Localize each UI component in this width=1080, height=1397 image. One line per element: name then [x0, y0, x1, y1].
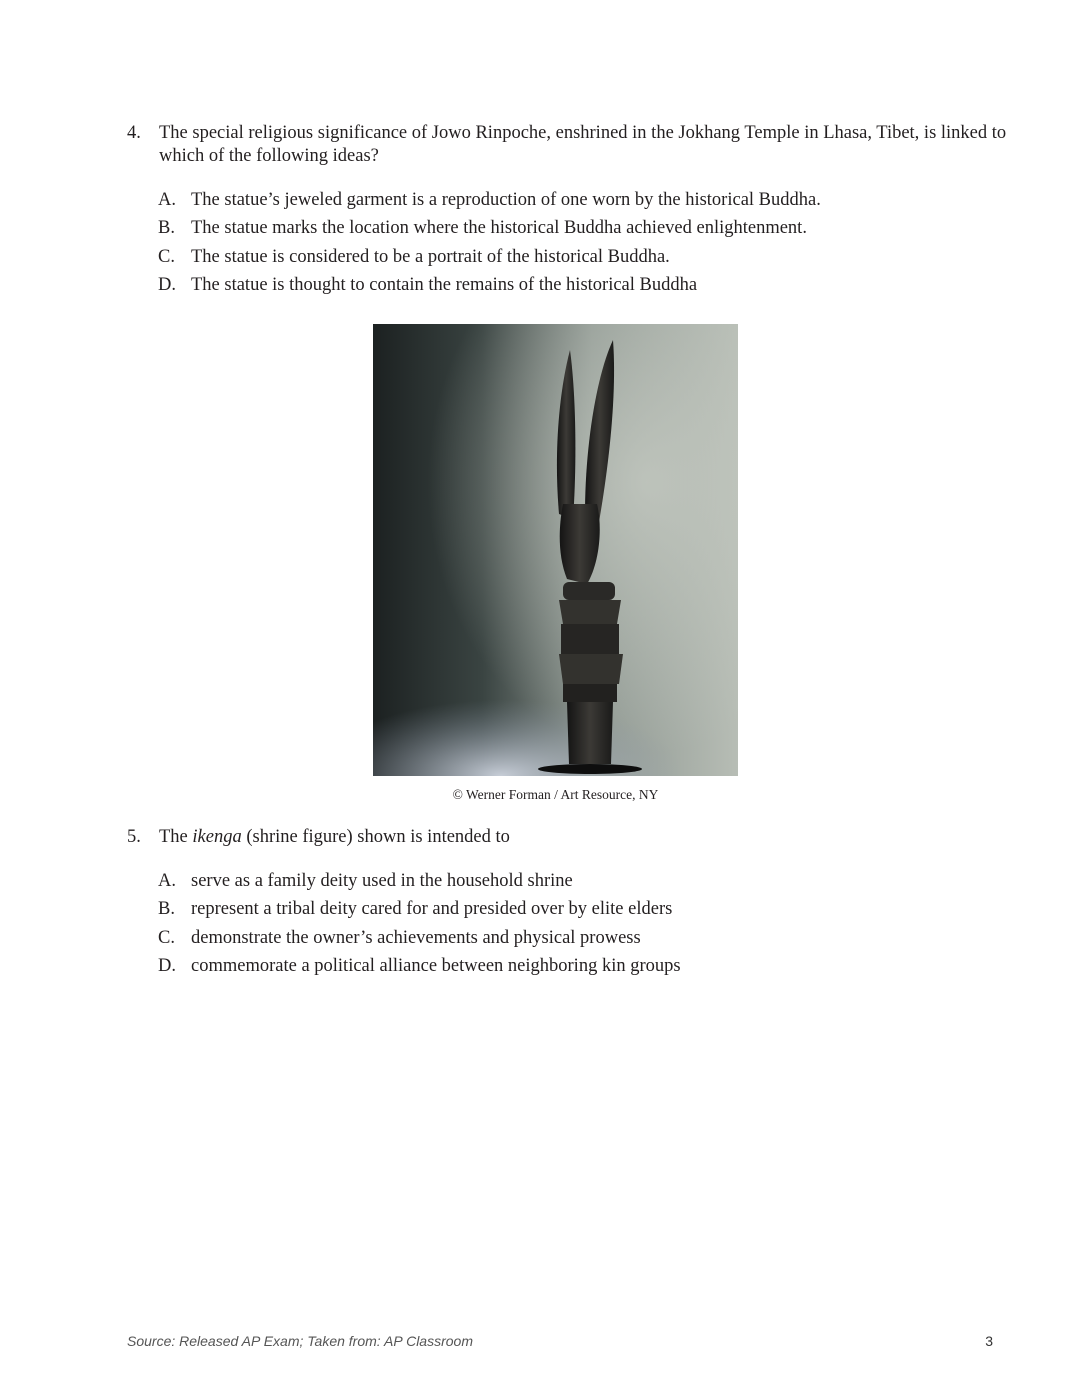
source-note: Source: Released AP Exam; Taken from: AP Classroom — [127, 1333, 473, 1349]
answer-option-d — [158, 274, 1007, 302]
option-letter: C. — [158, 246, 175, 267]
option-letter: D. — [158, 274, 176, 295]
stem-text-after: (shrine figure) shown is intended to — [241, 827, 510, 847]
option-text: demonstrate the owner’s achievements and physical prowess — [191, 927, 641, 948]
question-stem: The special religious significance of Jowo Rinpoche, enshrined in the Jokhang Temple in Lhasa, Tibet, is linked to which of the following ideas? — [159, 123, 1007, 166]
page-number: 3 — [985, 1333, 993, 1349]
photo-credit: © Werner Forman / Art Resource, NY — [452, 787, 659, 802]
option-text: The statue is thought to contain the remains of the historical Buddha — [191, 274, 698, 295]
question-stem — [159, 826, 1007, 849]
answer-option-a — [158, 870, 1007, 898]
answer-option-d — [158, 955, 1007, 983]
option-text: commemorate a political alliance between neighboring kin groups — [191, 955, 681, 976]
answer-option-c — [158, 927, 1007, 955]
option-letter: C. — [158, 927, 175, 948]
ikenga-photo — [373, 324, 738, 776]
answer-options — [158, 870, 1007, 983]
option-text: The statue is considered to be a portrait of the historical Buddha. — [191, 246, 670, 267]
answer-option-c — [158, 246, 1007, 274]
answer-option-b — [158, 898, 1007, 926]
option-letter: D. — [158, 955, 176, 976]
stem-text-before: The — [159, 827, 193, 847]
stem-italic-term: ikenga — [192, 827, 242, 847]
question-5 — [127, 826, 1007, 983]
option-letter: B. — [158, 899, 175, 920]
question-number: 5. — [127, 827, 141, 847]
option-text: The statue’s jeweled garment is a reproduction of one worn by the historical Buddha. — [191, 190, 821, 210]
option-text: serve as a family deity used in the household shrine — [191, 871, 573, 891]
option-text: represent a tribal deity cared for and presided over by elite elders — [191, 899, 673, 920]
option-text: The statue marks the location where the historical Buddha achieved enlightenment. — [191, 218, 807, 239]
answer-option-a — [158, 189, 1007, 217]
answer-option-b — [158, 217, 1007, 245]
option-letter: B. — [158, 218, 175, 239]
option-letter: A. — [158, 871, 176, 891]
option-letter: A. — [158, 190, 176, 210]
question-number: 4. — [127, 123, 141, 143]
answer-options — [158, 189, 1007, 302]
question-4 — [127, 122, 1007, 302]
